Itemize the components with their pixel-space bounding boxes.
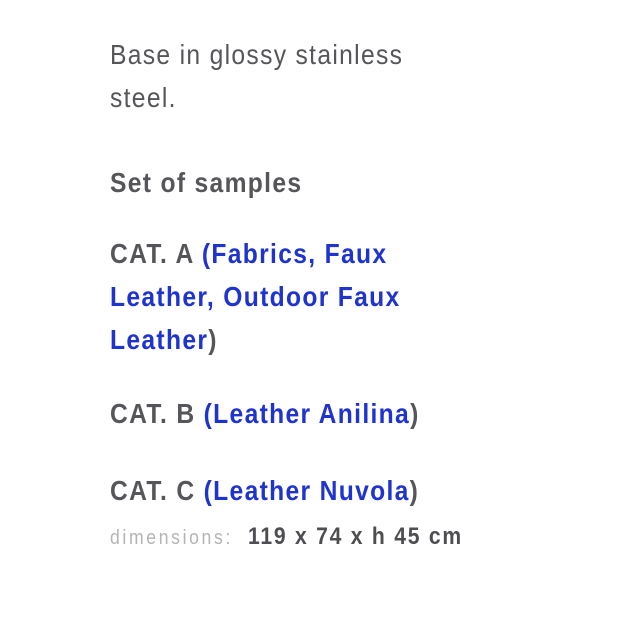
base-description-line-2: steel. (110, 82, 177, 113)
category-c (110, 469, 550, 512)
category-c-close-paren: ) (409, 475, 420, 506)
category-a-link[interactable] (110, 281, 401, 312)
base-description (110, 33, 550, 119)
dimensions-value: 119 x 74 x h 45 cm (248, 523, 463, 550)
category-b-link[interactable] (204, 398, 410, 429)
category-b-label: CAT. B (110, 398, 204, 429)
category-a-link-line-2: Leather, Outdoor Faux (110, 281, 401, 312)
category-c-label: CAT. C (110, 475, 204, 506)
category-b (110, 392, 550, 435)
category-c-link[interactable] (204, 475, 410, 506)
category-b-open-paren: ( (203, 398, 214, 429)
category-b-link-text: Leather Anilina (213, 398, 411, 429)
product-details-text-block (110, 30, 550, 556)
category-a-label: CAT. A (110, 238, 202, 269)
samples-heading: Set of samples (110, 167, 303, 198)
dimensions-row (110, 521, 550, 556)
category-c-link-text: Leather Nuvola (213, 475, 410, 506)
category-a-link-line-1: Fabrics, Faux (211, 238, 388, 269)
category-a-link-line-3: Leather (110, 324, 209, 355)
category-a (110, 232, 550, 361)
category-a-open-paren: ( (201, 238, 212, 269)
category-a-close-paren: ) (208, 324, 218, 355)
dimensions-label: dimensions: (110, 527, 233, 549)
category-c-open-paren: ( (203, 475, 214, 506)
category-a-link[interactable] (110, 324, 208, 355)
category-b-close-paren: ) (410, 398, 420, 429)
dimensions-separator (233, 527, 248, 549)
category-a-link[interactable] (202, 238, 388, 269)
base-description-line-1: Base in glossy stainless (110, 39, 404, 70)
